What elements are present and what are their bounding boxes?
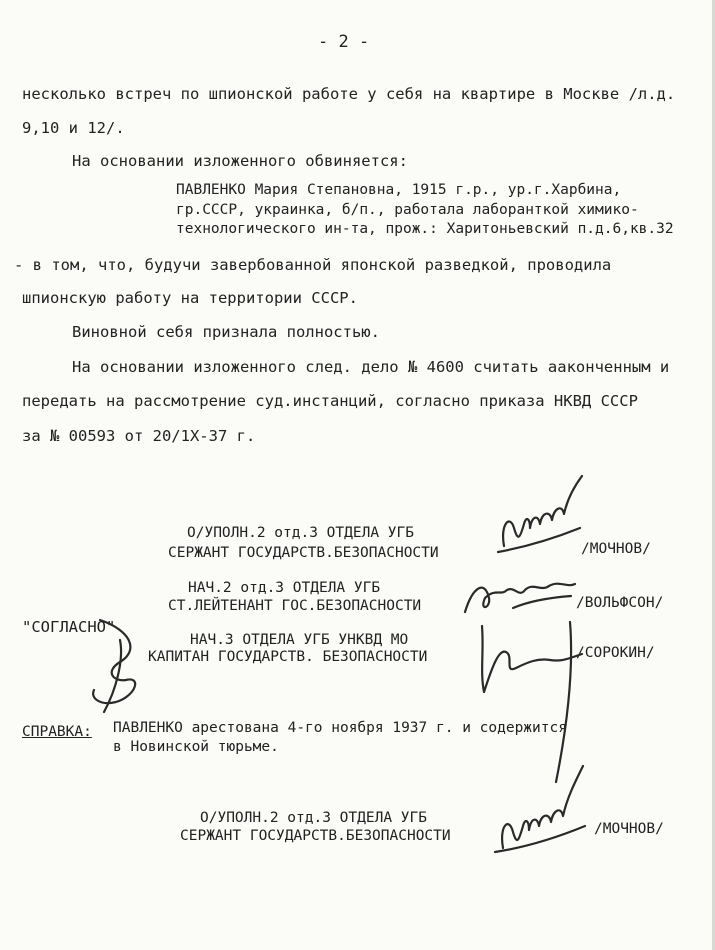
signatory-name: /ВОЛЬФСОН/ — [576, 595, 664, 611]
signatory-title: НАЧ.2 отд.3 ОТДЕЛА УГБ — [188, 580, 381, 596]
accused-line: гр.СССР, украинка, б/п., работала лаборанткой химико- — [176, 202, 639, 218]
note-line: ПАВЛЕНКО арестована 4-го ноября 1937 г. и содержится — [113, 720, 567, 736]
signatory-name: /СОРОКИН/ — [576, 645, 655, 661]
conclusion-line: На основании изложенного след. дело № 4600 считать ааконченным и — [72, 358, 670, 376]
page-number: - 2 - — [318, 32, 370, 52]
signatory-title: НАЧ.3 ОТДЕЛА УГБ УНКВД МО — [190, 632, 409, 648]
agreed-stamp: "СОГЛАСНО" — [22, 618, 116, 636]
paragraph-line: 9,10 и 12/. — [22, 119, 125, 137]
accused-line: технологического ин-та, прож.: Харитоньевский п.д.6,кв.32 — [176, 221, 674, 237]
conclusion-line: за № 00593 от 20/1Х-37 г. — [22, 427, 256, 445]
signatory-rank: СЕРЖАНТ ГОСУДАРСТВ.БЕЗОПАСНОСТИ — [168, 545, 439, 561]
signatory-title: О/УПОЛН.2 отд.3 ОТДЕЛА УГБ — [200, 810, 427, 826]
accused-line: ПАВЛЕНКО Мария Степановна, 1915 г.р., ур.г.Харбина, — [176, 182, 622, 198]
signatory-rank: СТ.ЛЕЙТЕНАНТ ГОС.БЕЗОПАСНОСТИ — [168, 598, 422, 614]
charged-intro: На основании изложенного обвиняется: — [72, 152, 408, 170]
signatory-name: /МОЧНОВ/ — [594, 821, 664, 837]
note-label: СПРАВКА: — [22, 724, 92, 740]
guilty-statement: Виновной себя признала полностью. — [72, 323, 380, 341]
paragraph-line: несколько встреч по шпионской работе у себя на квартире в Москве /л.д. — [22, 85, 676, 103]
charge-line: - в том, что, будучи завербованной японской разведкой, проводила — [14, 256, 612, 274]
charge-line: шпионскую работу на территории СССР. — [22, 289, 358, 307]
signatory-name: /МОЧНОВ/ — [581, 541, 651, 557]
signatory-rank: КАПИТАН ГОСУДАРСТВ. БЕЗОПАСНОСТИ — [148, 649, 428, 665]
signatory-title: О/УПОЛН.2 отд.3 ОТДЕЛА УГБ — [187, 525, 414, 541]
signatory-rank: СЕРЖАНТ ГОСУДАРСТВ.БЕЗОПАСНОСТИ — [180, 828, 451, 844]
handwritten-signature-icon — [490, 468, 590, 568]
conclusion-line: передать на рассмотрение суд.инстанций, согласно приказа НКВД СССР — [22, 392, 638, 410]
handwritten-signature-icon — [60, 600, 180, 720]
note-line: в Новинской тюрьме. — [113, 739, 279, 755]
handwritten-signature-icon — [485, 752, 595, 862]
